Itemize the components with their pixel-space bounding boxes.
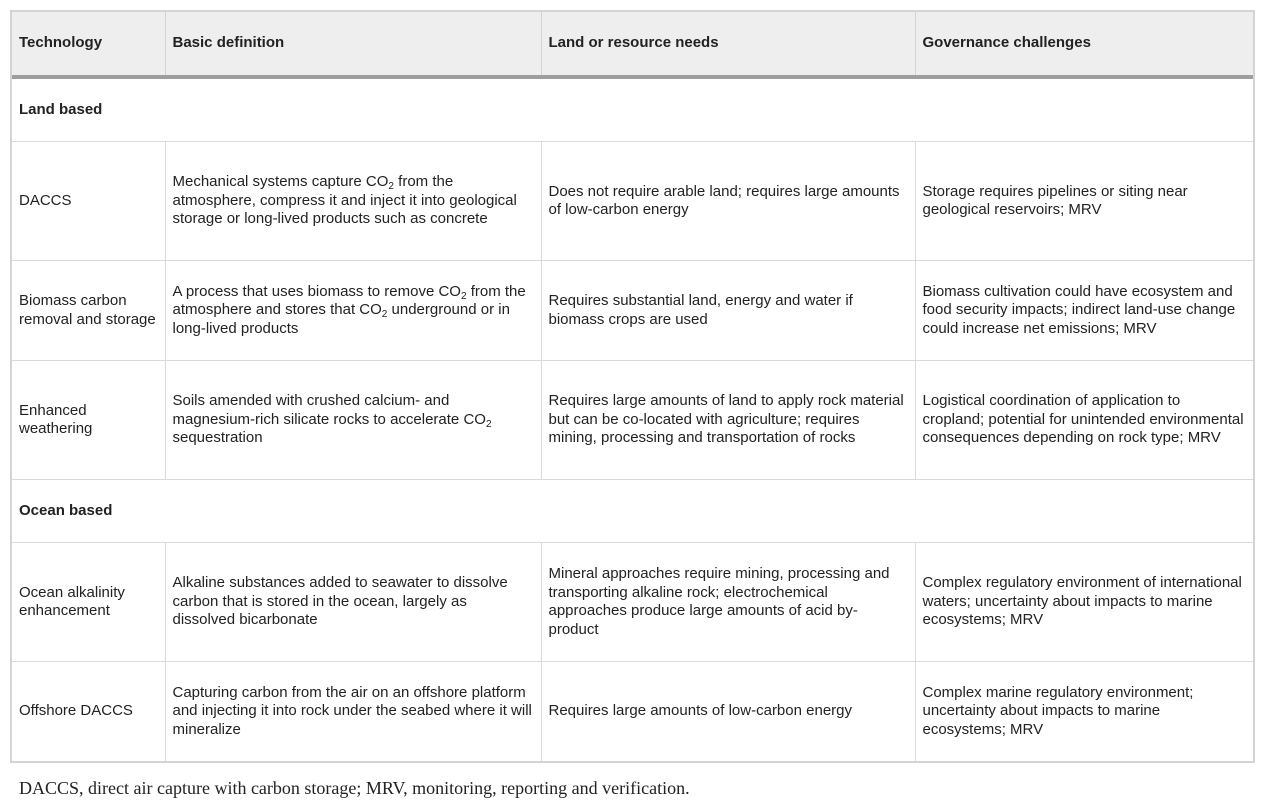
cell-governance: Complex marine regulatory environment; uncertainty about impacts to marine ecosystems; MRV bbox=[915, 662, 1253, 762]
table-header-row bbox=[12, 12, 1253, 77]
cell-governance: Biomass cultivation could have ecosystem and food security impacts; indirect land-use change could increase net emissions; MRV bbox=[915, 261, 1253, 361]
cell-needs: Requires substantial land, energy and water if biomass crops are used bbox=[541, 261, 915, 361]
cell-definition: Soils amended with crushed calcium- and magnesium-rich silicate rocks to accelerate $CO_2$ sequestration bbox=[165, 361, 541, 480]
table-row bbox=[12, 543, 1253, 662]
cell-technology: Enhanced weathering bbox=[12, 361, 165, 480]
cell-technology: Offshore DACCS bbox=[12, 662, 165, 762]
cell-governance: Storage requires pipelines or siting near geological reservoirs; MRV bbox=[915, 142, 1253, 261]
cell-needs: Requires large amounts of land to apply rock material but can be co-located with agriculture; requires mining, processing and transportation of rocks bbox=[541, 361, 915, 480]
cell-needs: Does not require arable land; requires large amounts of low-carbon energy bbox=[541, 142, 915, 261]
cell-needs: Mineral approaches require mining, processing and transporting alkaline rock; electrochemical approaches produce large amounts of acid by-product bbox=[541, 543, 915, 662]
section-row-land-based bbox=[12, 77, 1253, 142]
cell-definition: Mechanical systems capture $CO_2$ from the atmosphere, compress it and inject it into geological storage or long-lived products such as concrete bbox=[165, 142, 541, 261]
cdr-technology-table bbox=[10, 10, 1255, 763]
header-technology: Technology bbox=[12, 12, 165, 77]
cell-technology: Biomass carbon removal and storage bbox=[12, 261, 165, 361]
header-governance-challenges: Governance challenges bbox=[915, 12, 1253, 77]
cell-technology: Ocean alkalinity enhancement bbox=[12, 543, 165, 662]
header-basic-definition: Basic definition bbox=[165, 12, 541, 77]
table-row bbox=[12, 261, 1253, 361]
cell-governance: Logistical coordination of application to cropland; potential for unintended environmental consequences depending on rock type; MRV bbox=[915, 361, 1253, 480]
cell-definition: Alkaline substances added to seawater to dissolve carbon that is stored in the ocean, largely as dissolved bicarbonate bbox=[165, 543, 541, 662]
section-label: Land based bbox=[12, 77, 1253, 142]
cell-governance: Complex regulatory environment of international waters; uncertainty about impacts to marine ecosystems; MRV bbox=[915, 543, 1253, 662]
section-row-ocean-based bbox=[12, 480, 1253, 543]
section-label: Ocean based bbox=[12, 480, 1253, 543]
table-row bbox=[12, 361, 1253, 480]
table-row bbox=[12, 662, 1253, 762]
cell-technology: DACCS bbox=[12, 142, 165, 261]
table-row bbox=[12, 142, 1253, 261]
cell-definition: Capturing carbon from the air on an offshore platform and injecting it into rock under the seabed where it will mineralize bbox=[165, 662, 541, 762]
table-footnote: DACCS, direct air capture with carbon storage; MRV, monitoring, reporting and verification. bbox=[19, 778, 690, 798]
cell-needs: Requires large amounts of low-carbon energy bbox=[541, 662, 915, 762]
cell-definition: A process that uses biomass to remove $CO_2$ from the atmosphere and stores that $CO_2$ underground or in long-lived products bbox=[165, 261, 541, 361]
header-land-resource-needs: Land or resource needs bbox=[541, 12, 915, 77]
